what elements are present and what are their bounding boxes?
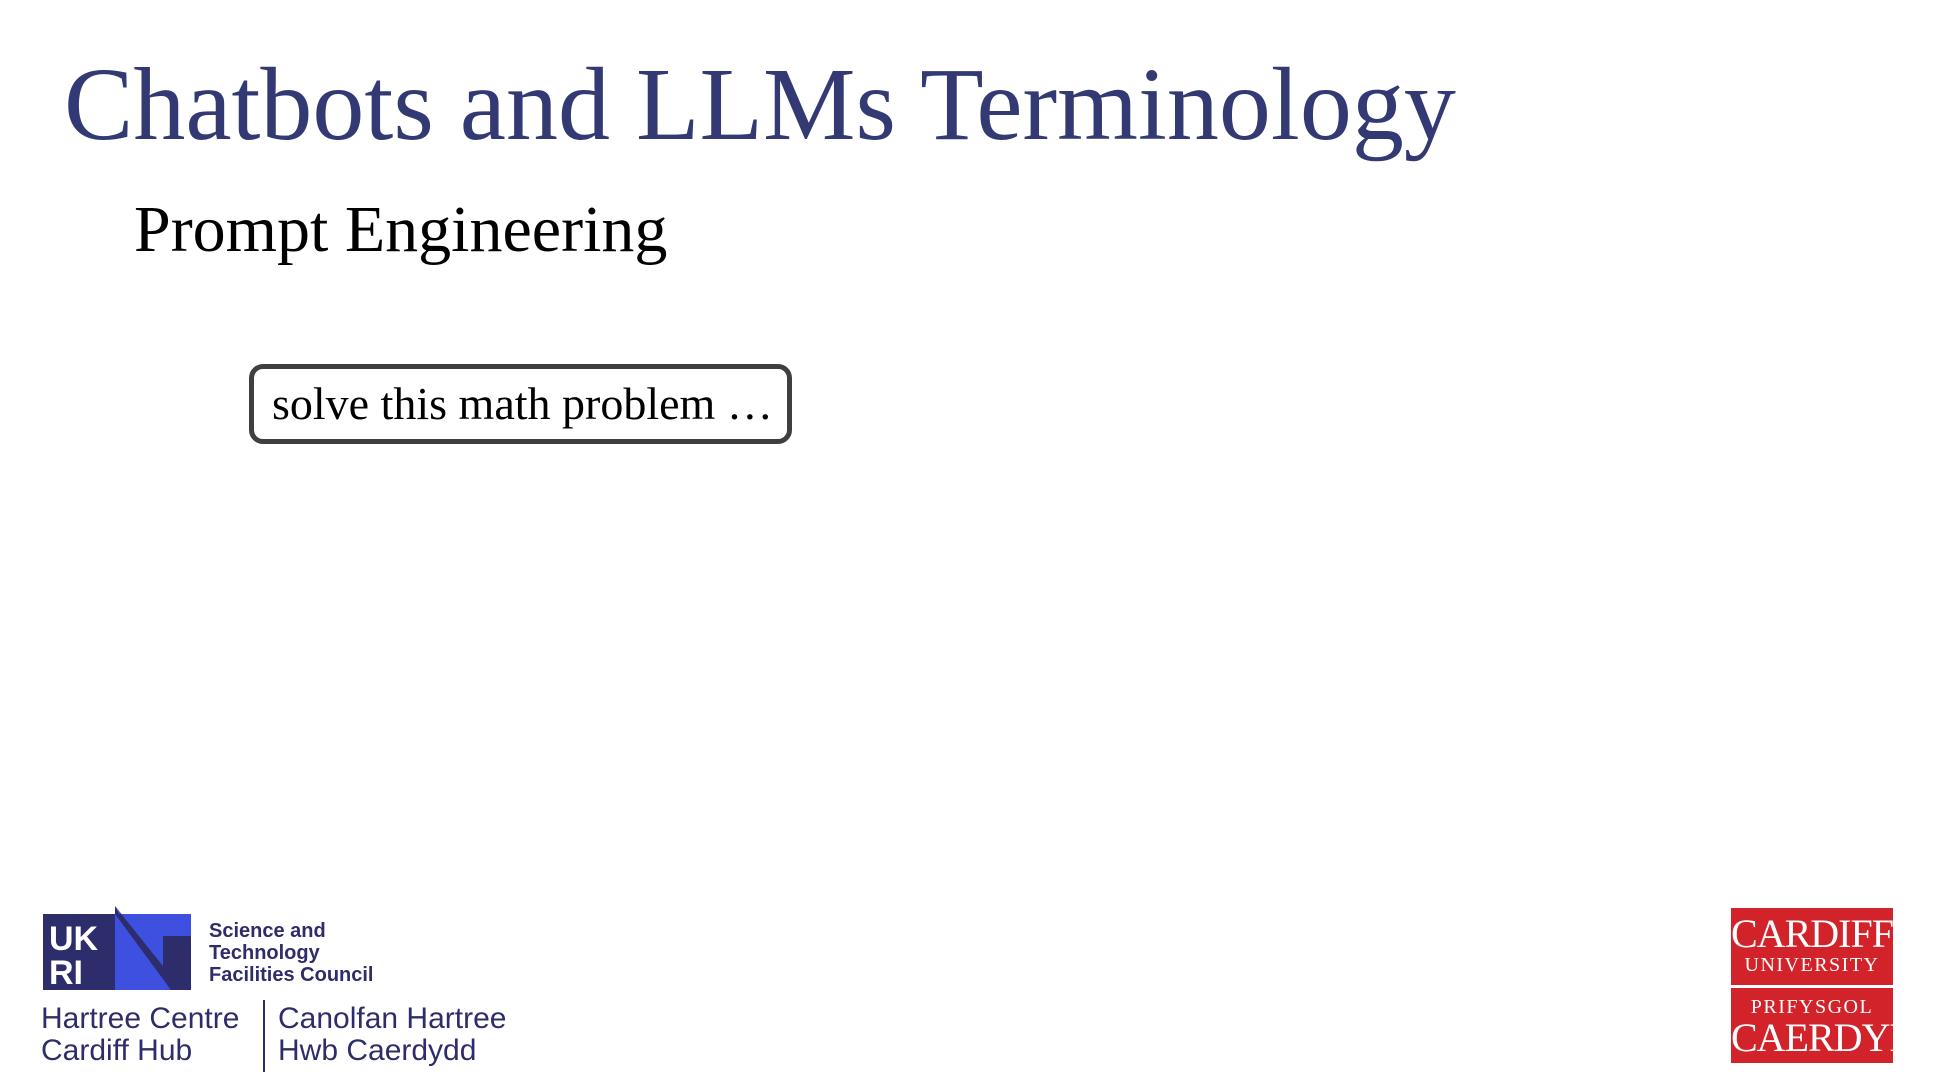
stfc-line: Technology	[209, 942, 320, 964]
caerdydd-word: CAERDYDD	[1731, 1015, 1945, 1060]
cardiff-logo-divider	[1731, 985, 1893, 988]
hartree-english	[41, 1003, 239, 1067]
prifysgol-word: PRIFYSGOL	[1750, 996, 1874, 1018]
university-word: UNIVERSITY	[1744, 954, 1880, 976]
slide-title: Chatbots and LLMs Terminology	[64, 47, 1456, 162]
svg-text:UK: UK	[49, 920, 99, 958]
slide-subtitle: Prompt Engineering	[134, 193, 668, 266]
cardiff-university-logo	[1731, 908, 1945, 1063]
hartree-welsh	[278, 1003, 506, 1067]
prompt-box	[249, 364, 792, 444]
hartree-welsh-line2: Hwb Caerdydd	[278, 1034, 477, 1067]
cardiff-logo-welsh	[1731, 990, 1945, 1063]
hartree-welsh-line1: Canolfan Hartree	[278, 1002, 507, 1035]
svg-text:RI: RI	[49, 954, 83, 992]
hartree-english-line1: Hartree Centre	[41, 1002, 240, 1035]
stfc-name	[209, 920, 373, 986]
cardiff-word: CARDIFF	[1731, 911, 1893, 956]
hartree-english-line2: Cardiff Hub	[41, 1034, 193, 1067]
cardiff-logo-english	[1731, 908, 1893, 982]
stfc-line: Science and	[209, 920, 326, 942]
hartree-divider	[263, 1000, 265, 1072]
ukri-logo	[43, 906, 191, 990]
stfc-line: Facilities Council	[209, 964, 374, 986]
prompt-text: solve this math problem …	[272, 378, 773, 429]
